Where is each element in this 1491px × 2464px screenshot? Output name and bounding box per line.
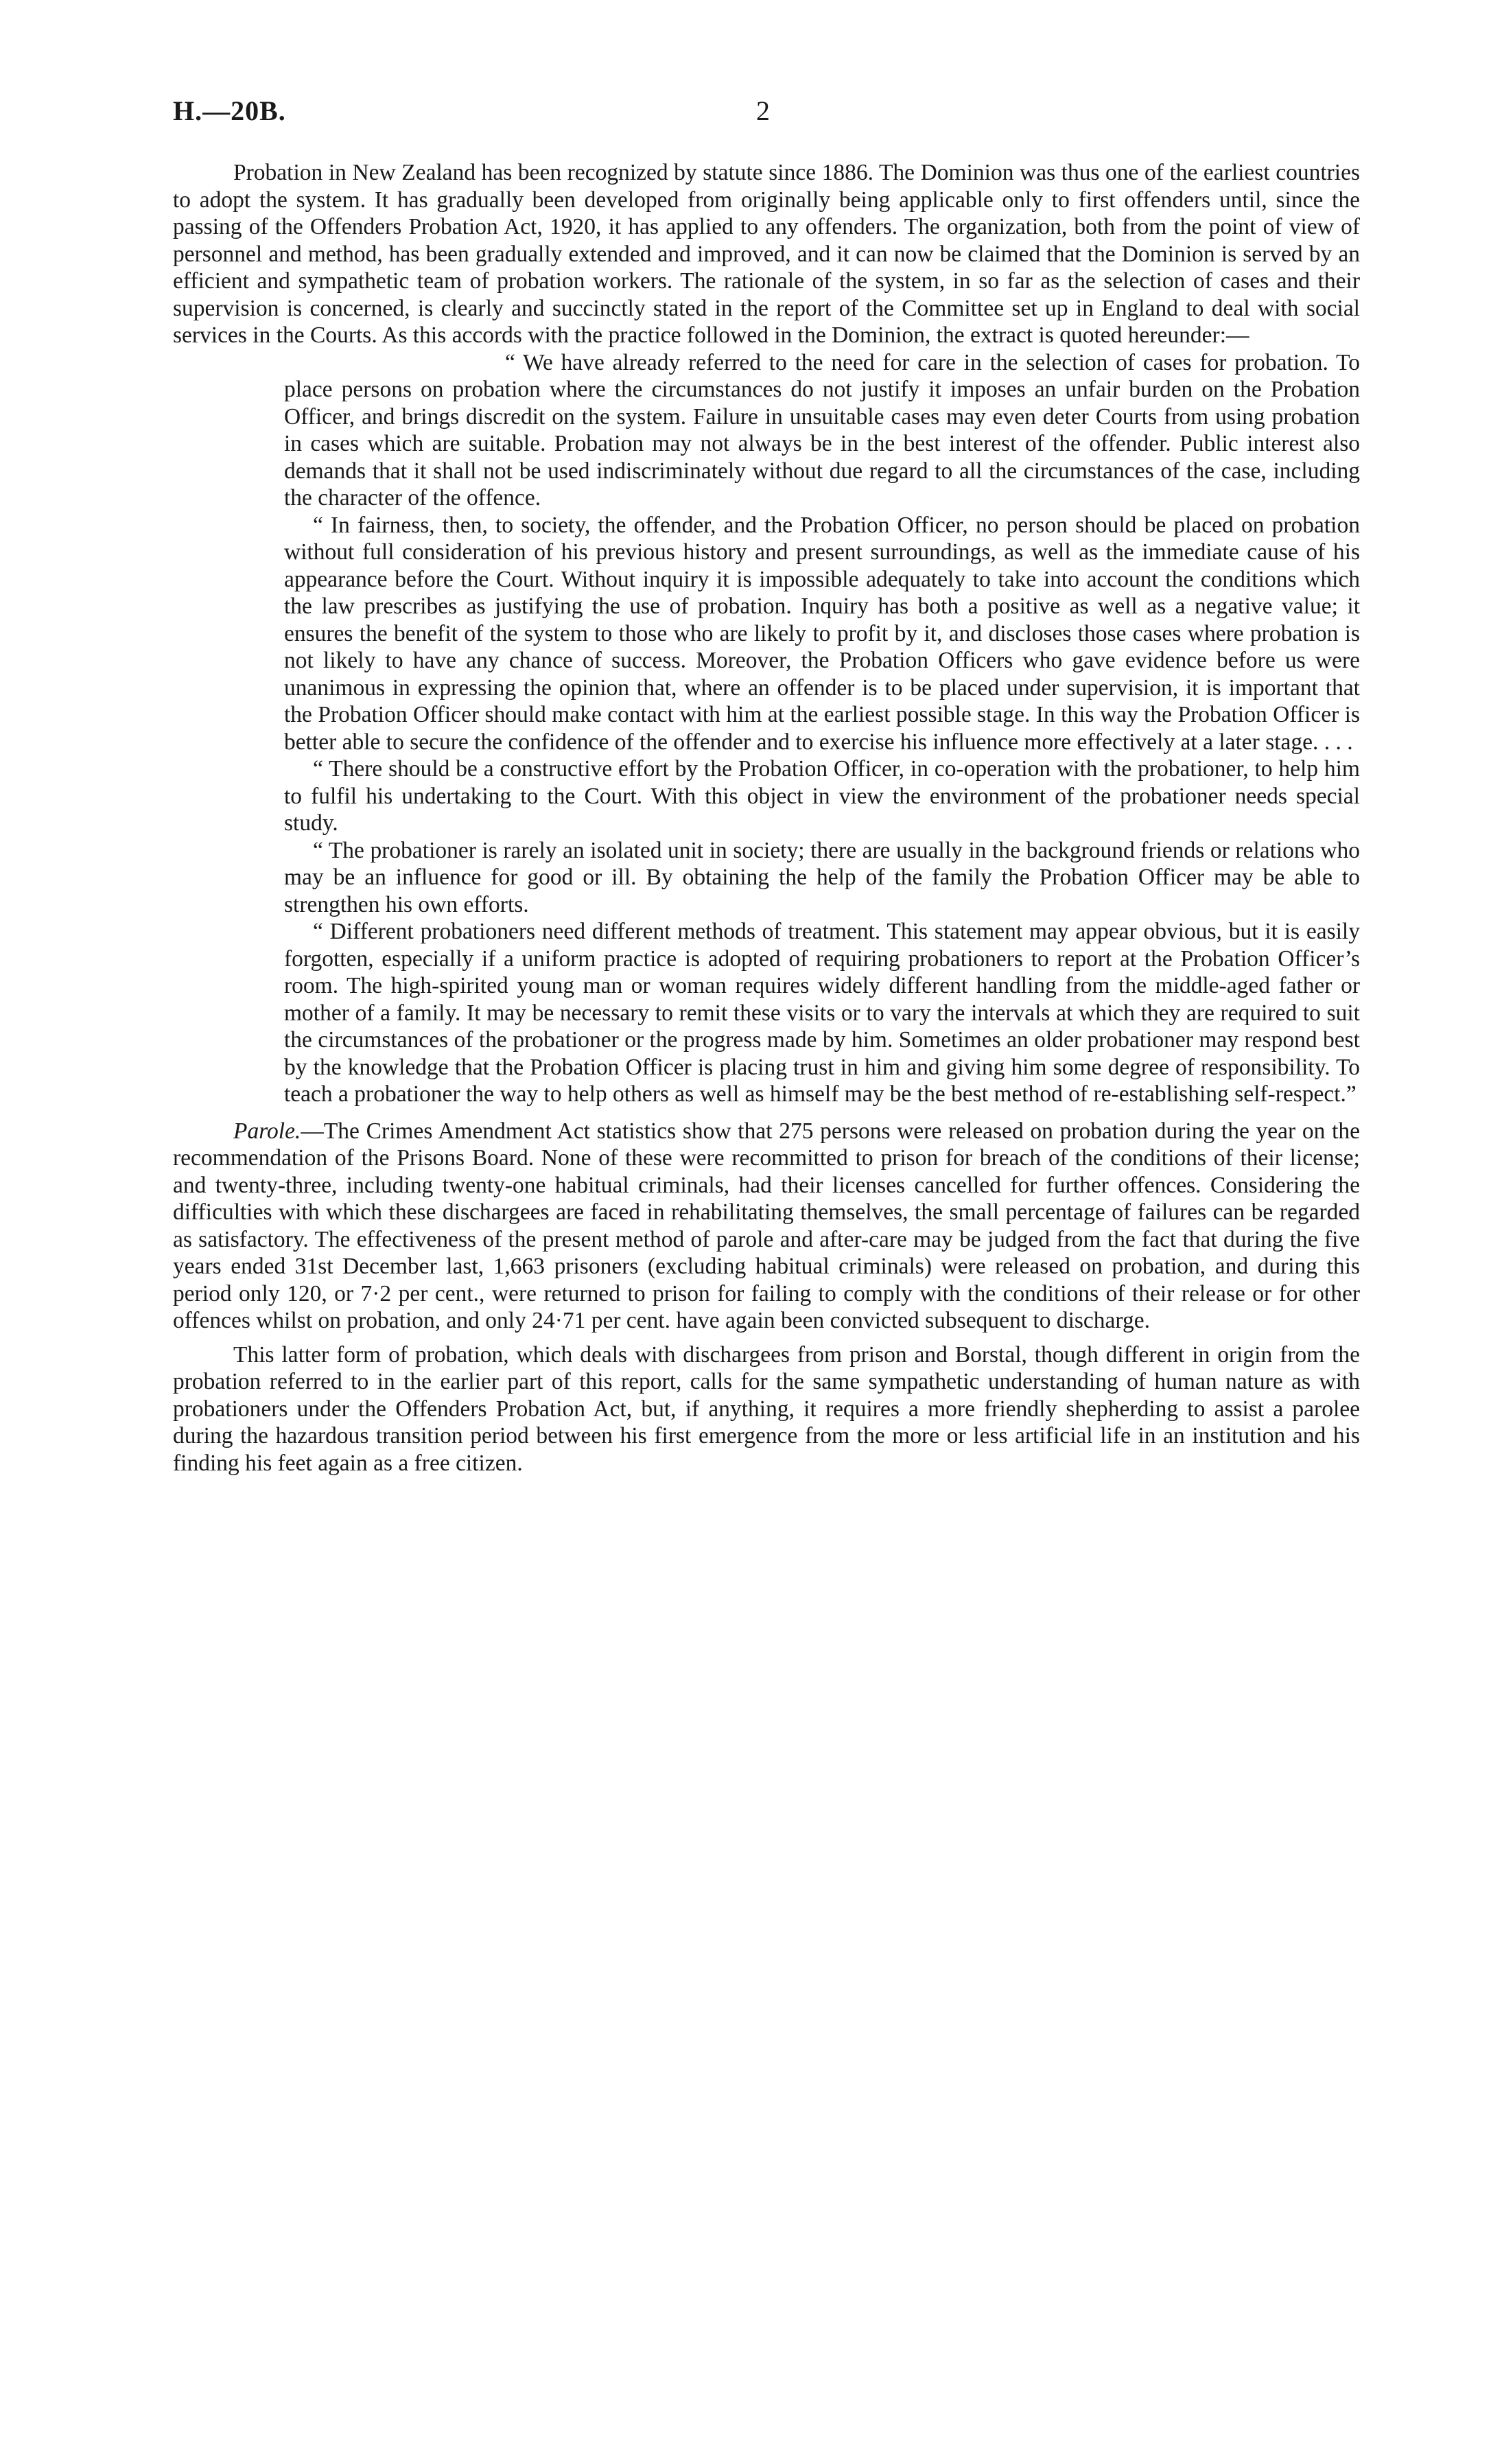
closing-paragraph: This latter form of probation, which deals with dischargees from prison and Borstal, though different in origin from the probation referred to in the earlier part of this report, calls for the same sympathetic understanding of human nature as with probationers under the Offenders Probation Act, but, if anything, it requires a more friendly shepherding to assist a parolee during the hazardous transition period between his first emergence from the more or less artificial life in an institution and his finding his feet again as a free citizen. <box>173 1341 1360 1476</box>
quote-paragraph: “ Different probationers need different methods of treatment. This statement may appear obvious, but it is easily forgotten, especially if a uniform practice is adopted of requiring probationers to report at the Probation Officer’s room. The high-spirited young man or woman requires widely different handling from the middle-aged father or mother of a family. It may be necessary to remit these visits or to vary the intervals at which they are required to suit the circumstances of the probationer or the progress made by him. Sometimes an older probationer may respond best by the knowledge that the Probation Officer is placing trust in him and giving him some degree of responsibility. To teach a probationer the way to help others as well as himself may be the best method of re-establishing self-respect.” <box>284 919 1360 1107</box>
intro-paragraph: Probation in New Zealand has been recognized by statute since 1886. The Dominion was thus one of the earliest countries to adopt the system. It has gradually been developed from originally being applicable only to first offenders until, since the passing of the Offenders Probation Act, 1920, it has applied to any offenders. The organization, both from the point of view of personnel and method, has been gradually extended and improved, and it can now be claimed that the Dominion is served by an efficient and sympathetic team of probation workers. The rationale of the system, in so far as the selection of cases and their supervision is concerned, is clearly and succinctly stated in the report of the Committee set up in England to deal with social services in the Courts. As this accords with the practice followed in the Dominion, the extract is quoted hereunder:— <box>173 160 1360 348</box>
quote-paragraph: “ The probationer is rarely an isolated unit in society; there are usually in the background friends or relations who may be an influence for good or ill. By obtaining the help of the family the Probation Officer may be able to strengthen his own efforts. <box>284 837 1360 917</box>
report-body <box>173 159 1360 1477</box>
page-number: 2 <box>756 95 770 126</box>
document-reference: H.—20B. <box>173 95 286 126</box>
committee-quote <box>284 349 1360 1108</box>
quote-paragraph: “ There should be a constructive effort by the Probation Officer, in co-operation with the probationer, to help him to fulfil his undertaking to the Court. With this object in view the environment of the probationer needs special study. <box>284 756 1360 836</box>
quote-paragraph: “ We have already referred to the need for care in the selection of cases for probation. To place persons on probation where the circumstances do not justify it imposes an unfair burden on the Probation Officer, and brings discredit on the system. Failure in unsuitable cases may even deter Courts from using probation in cases which are suitable. Probation may not always be in the best interest of the offender. Public interest also demands that it shall not be used indiscriminately without due regard to all the circumstances of the case, including the character of the offence. <box>284 349 1360 511</box>
page-header <box>173 95 1360 136</box>
quote-paragraph: “ In fairness, then, to society, the offender, and the Probation Officer, no person should be placed on probation without full consideration of his previous history and present surroundings, as well as the immediate cause of his appearance before the Court. Without inquiry it is impossible adequately to take into account the conditions which the law prescribes as justifying the use of probation. Inquiry has both a positive as well as a negative value; it ensures the benefit of the system to those who are likely to profit by it, and discloses those cases where probation is not likely to have any chance of success. Moreover, the Probation Officers who gave evidence before us were unanimous in expressing the opinion that, where an offender is to be placed under supervision, it is important that the Probation Officer should make contact with him at the earliest possible stage. In this way the Probation Officer is better able to secure the confidence of the offender and to exercise his influence more effectively at a later stage. . . . <box>284 512 1360 755</box>
parole-heading: Parole. <box>233 1118 301 1144</box>
parole-paragraph <box>173 1118 1360 1335</box>
parole-text: —The Crimes Amendment Act statistics show that 275 persons were released on probation during the year on the recommendation of the Prisons Board. None of these were recommitted to prison for breach of the conditions of their license; and twenty-three, including twenty-one habitual criminals, had their licenses cancelled for further offences. Considering the difficulties with which these dischargees are faced in rehabilitating themselves, the small percentage of failures can be regarded as satisfactory. The effectiveness of the present method of parole and after-care may be judged from the fact that during the five years ended 31st December last, 1,663 prisoners (excluding habitual criminals) were released on probation, and during this period only 120, or 7·2 per cent., were returned to prison for failing to comply with the conditions of their release or for other offences whilst on probation, and only 24·71 per cent. have again been convicted subsequent to discharge. <box>173 1118 1360 1333</box>
